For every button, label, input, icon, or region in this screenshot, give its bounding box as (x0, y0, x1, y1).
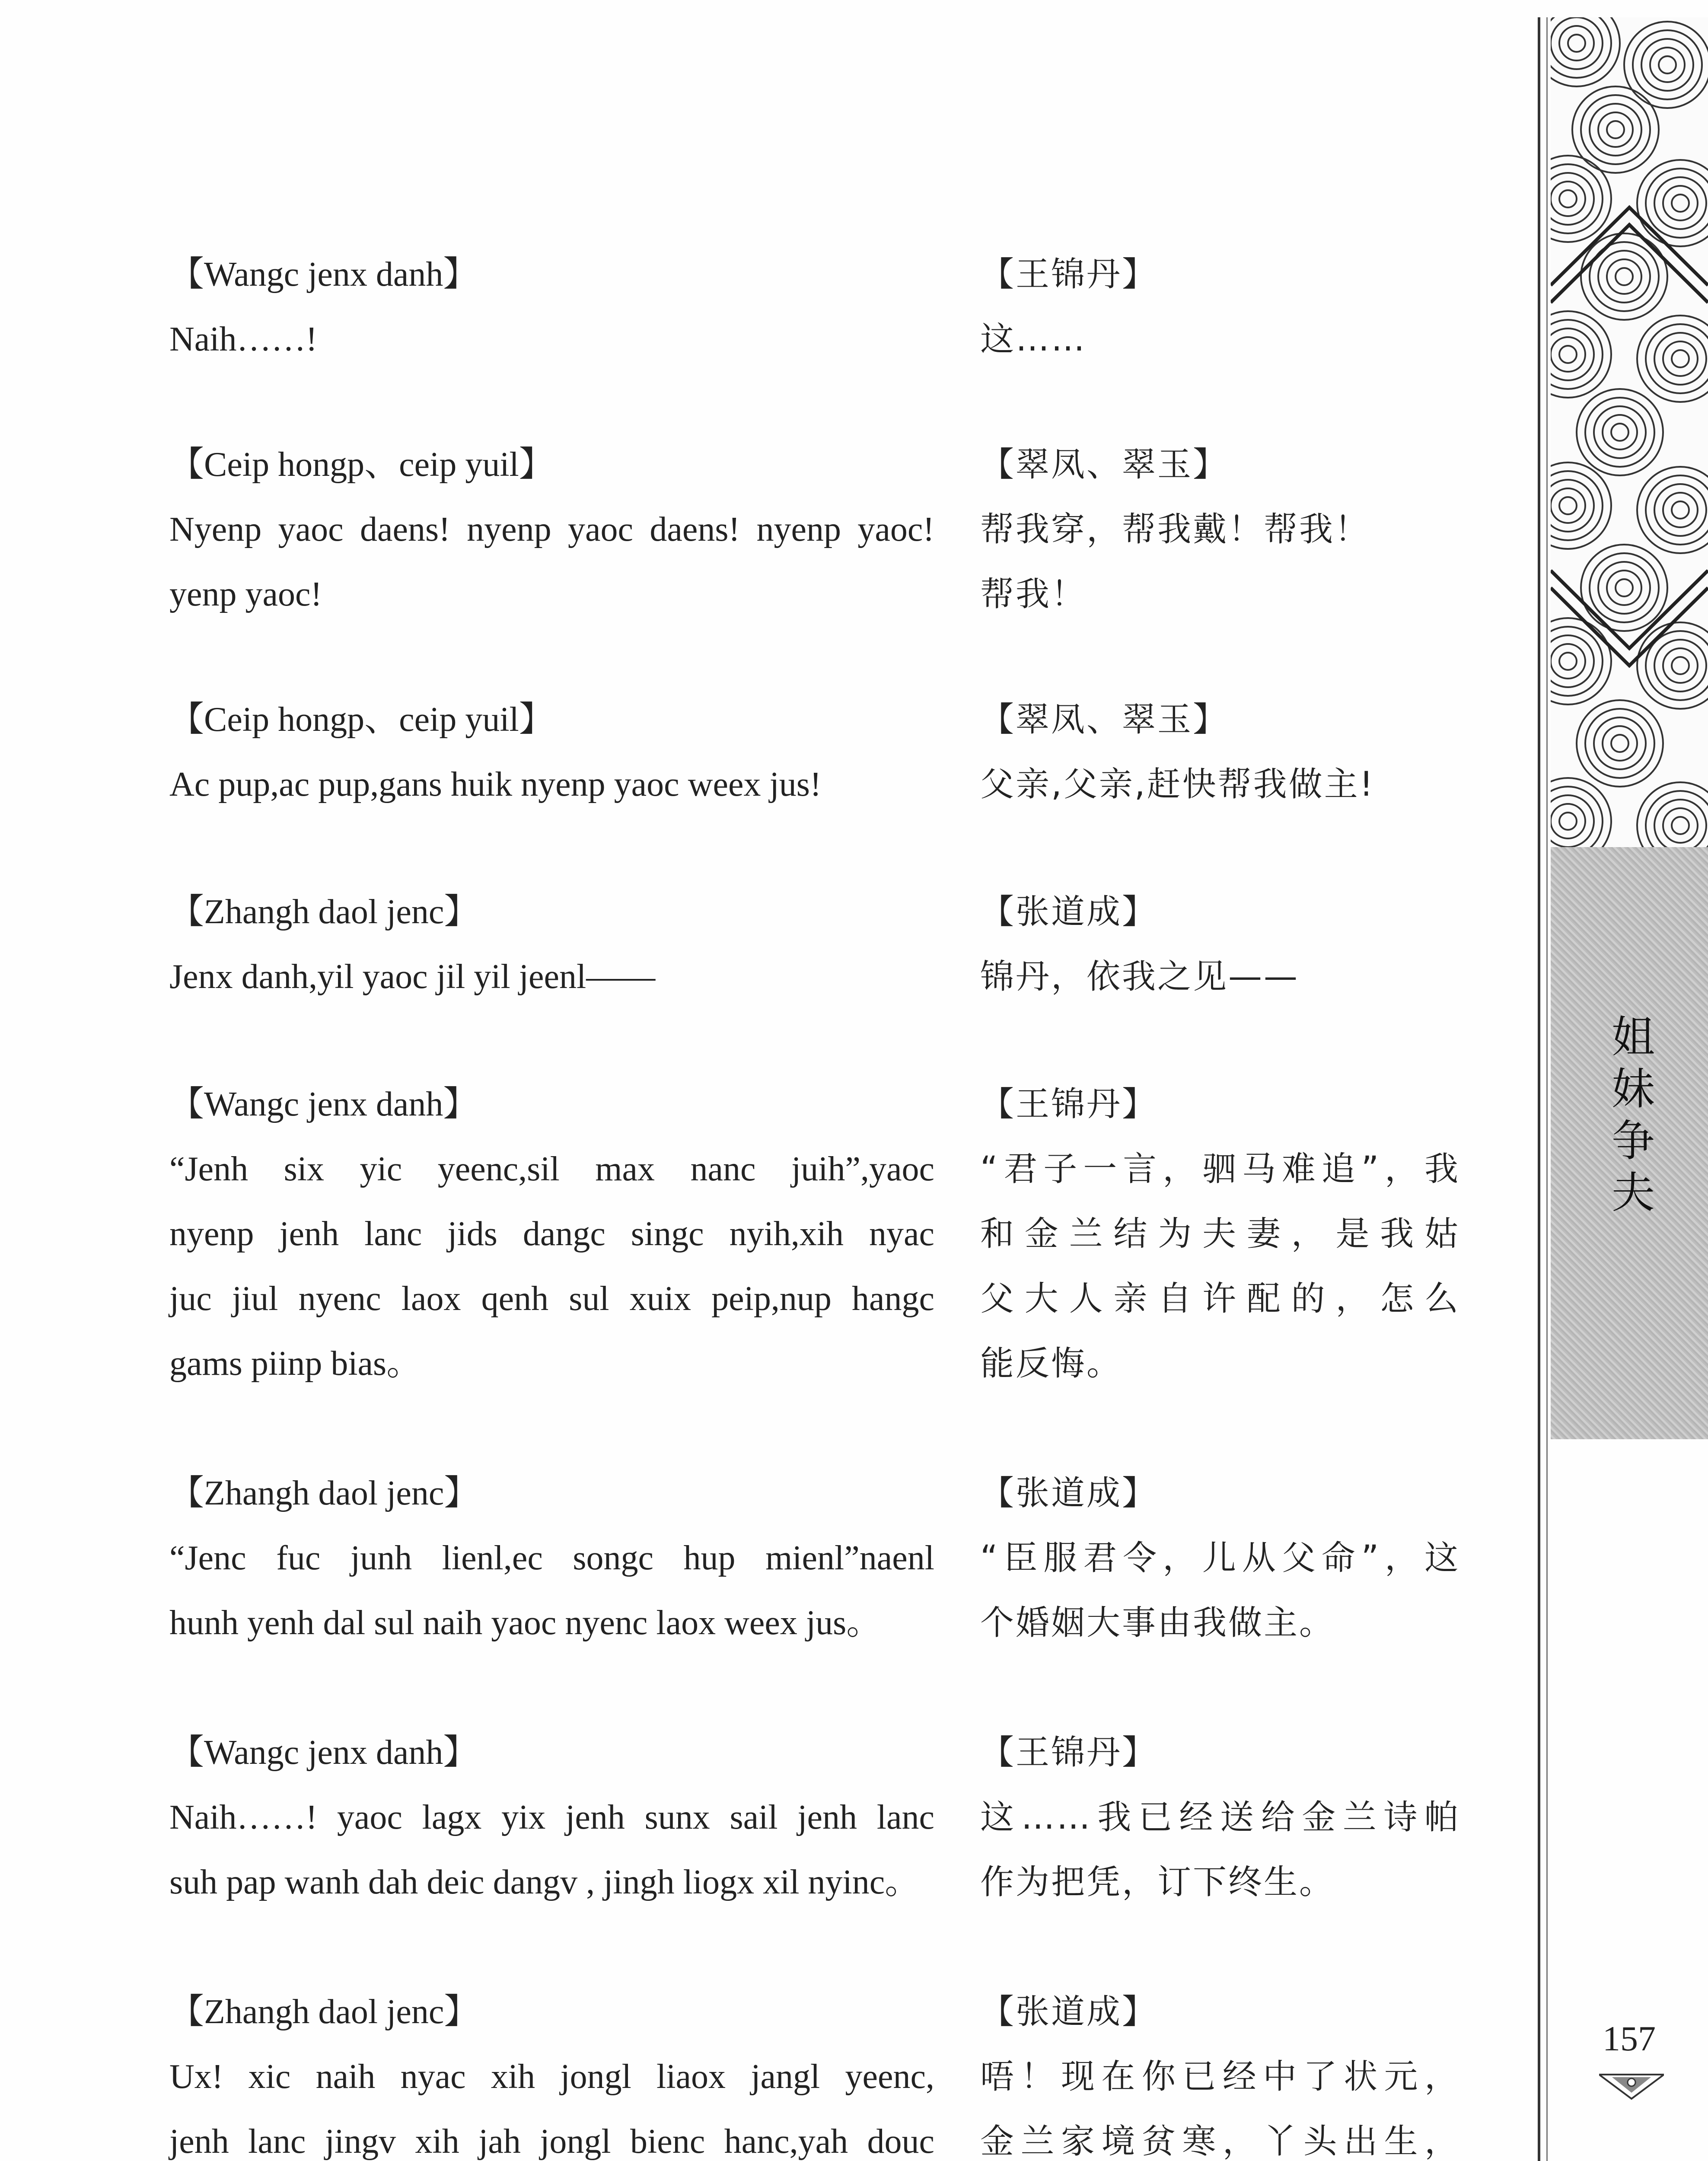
dialogue-line: Naih……! yaoc lagx yix jenh sunx sail jenh lanc (169, 1798, 934, 1836)
dialogue-line: 锦丹，依我之见—— (980, 957, 1300, 996)
speaker-name: 【Zhangh daol jenc】 (169, 1474, 479, 1512)
speaker-name: 【张道成】 (980, 1474, 1158, 1513)
dialogue-line: juc jiul nyenc laox qenh sul xuix peip,nup hangc (169, 1280, 934, 1318)
dialogue-line: 作为把凭，订下终生。 (980, 1863, 1335, 1902)
dialogue-block (980, 1720, 1460, 1915)
dialogue-block (980, 1979, 1460, 2161)
dialogue-line: “君子一言，驷马难追”，我 (980, 1150, 1460, 1189)
speaker-name: 【张道成】 (980, 1992, 1158, 2031)
dialogue-line: gams piinp bias。 (169, 1345, 421, 1383)
dialogue-line: Naih……! (169, 320, 318, 358)
dialogue-line: Ac pup,ac pup,gans huik nyenp yaoc weex jus! (169, 765, 822, 803)
dialogue-line: yenp yaoc! (169, 575, 322, 613)
dialogue-line: 帮我穿，帮我戴！帮我！ (980, 510, 1370, 549)
dialogue-line: Ux! xic naih nyac xih jongl liaox jangl yeenc, (169, 2058, 934, 2096)
speaker-name: 【王锦丹】 (980, 1085, 1158, 1124)
dialogue-line: 帮我！ (980, 575, 1087, 614)
dialogue-line: 这……我已经送给金兰诗帕 (980, 1798, 1460, 1837)
dialogue-block (980, 880, 1299, 1009)
dialogue-block (169, 1979, 934, 2161)
page-number: 157 (1603, 2019, 1656, 2058)
side-band-shaded (1551, 847, 1708, 1439)
speaker-name: 【Zhangh daol jenc】 (169, 893, 479, 931)
dialogue-block (980, 432, 1370, 627)
dialogue-block (980, 687, 1375, 817)
speaker-name: 【Ceip hongp、ceip yuil】 (169, 701, 554, 739)
speaker-name: 【Ceip hongp、ceip yuil】 (169, 446, 554, 484)
dialogue-line: jenh lanc jingv xih jah jongl bienc hanc,yah douc (169, 2123, 934, 2161)
side-band (1551, 17, 1708, 1439)
speaker-name: 【Wangc jenx danh】 (169, 1085, 478, 1123)
speaker-name: 【Wangc jenx danh】 (169, 1734, 478, 1772)
side-rule (1546, 17, 1548, 2161)
dialogue-line: 这…… (980, 320, 1087, 359)
speaker-name: 【Zhangh daol jenc】 (169, 1993, 479, 2031)
dialogue-block (169, 432, 934, 627)
speaker-name: 【翠凤、翠玉】 (980, 445, 1229, 484)
page-ornament-icon (1599, 2070, 1664, 2103)
dialogue-block (169, 242, 478, 372)
dialogue-block (169, 1072, 934, 1396)
section-title-char: 妹 (1612, 1064, 1655, 1114)
dialogue-line: “Jenh six yic yeenc,sil max nanc juih”,yaoc (169, 1150, 934, 1188)
cloud-pattern-ornament (1551, 17, 1708, 847)
dialogue-block (169, 687, 821, 817)
dialogue-line: 父大人亲自许配的，怎么 (980, 1279, 1460, 1318)
dialogue-line: Nyenp yaoc daens! nyenp yaoc daens! nyenp yaoc! (169, 510, 934, 548)
dialogue-line: 能反悔。 (980, 1344, 1122, 1383)
dialogue-line: 唔！现在你已经中了状元， (980, 2057, 1460, 2096)
dialogue-line: 金兰家境贫寒，丫头出生， (980, 2122, 1460, 2161)
side-rule (1538, 17, 1540, 2161)
section-title-char: 争 (1612, 1116, 1655, 1166)
dialogue-line: 父亲,父亲,赶快帮我做主! (980, 765, 1375, 804)
speaker-name: 【张道成】 (980, 892, 1158, 931)
dialogue-line: Jenx danh,yil yaoc jil yil jeenl—— (169, 958, 656, 996)
speaker-name: 【王锦丹】 (980, 255, 1158, 294)
dialogue-line: “Jenc fuc junh lienl,ec songc hup mienl”naenl (169, 1539, 934, 1577)
section-title-char: 夫 (1612, 1167, 1655, 1218)
section-title-char: 姐 (1612, 1012, 1655, 1062)
speaker-name: 【翠凤、翠玉】 (980, 700, 1229, 739)
dialogue-line: 个婚姻大事由我做主。 (980, 1603, 1335, 1642)
dialogue-line: “臣服君令，儿从父命”，这 (980, 1539, 1460, 1578)
cloud-pattern-icon (1551, 17, 1708, 847)
dialogue-block (980, 1072, 1460, 1396)
dialogue-line: 和金兰结为夫妻，是我姑 (980, 1214, 1460, 1253)
dialogue-line: hunh yenh dal sul naih yaoc nyenc laox weex jus。 (169, 1604, 881, 1642)
dialogue-block (980, 242, 1157, 372)
dialogue-line: nyenp jenh lanc jids dangc singc nyih,xih nyac (169, 1215, 934, 1253)
dialogue-block (169, 1720, 934, 1915)
dialogue-block (980, 1461, 1460, 1655)
dialogue-line: suh pap wanh dah deic dangv , jingh liogx xil nyinc。 (169, 1863, 920, 1901)
speaker-name: 【Wangc jenx danh】 (169, 255, 478, 293)
speaker-name: 【王锦丹】 (980, 1733, 1158, 1772)
dialogue-block (169, 880, 655, 1009)
dialogue-block (169, 1461, 934, 1655)
section-title (1609, 1011, 1657, 1219)
